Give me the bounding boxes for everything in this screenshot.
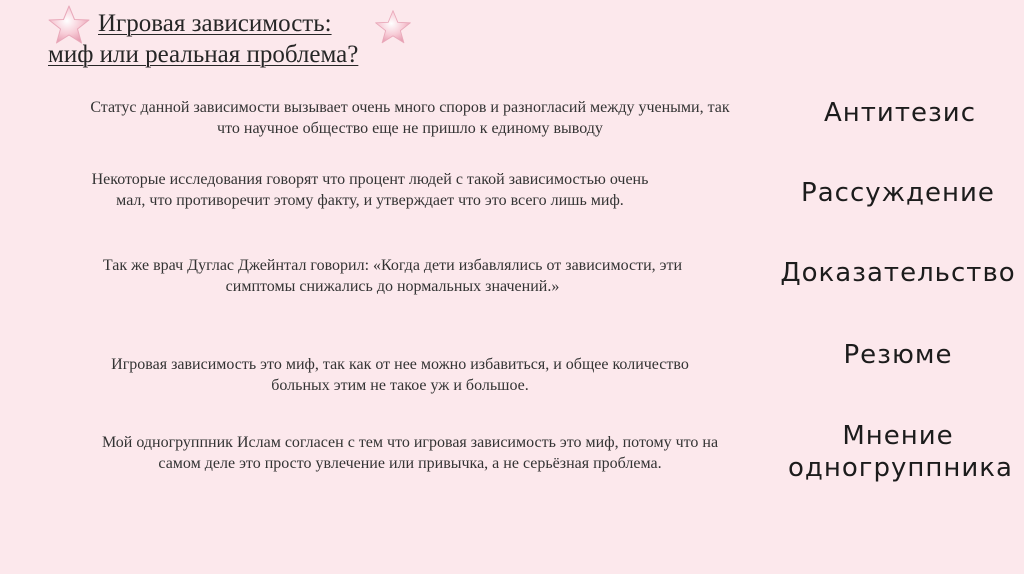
section-5-text: Мой одногруппник Ислам согласен с тем что игровая зависимость это миф, потому что на самом деле это просто увлечение или привычка, а не серьёзная проблема. (101, 434, 719, 472)
section-2-text: Некоторые исследования говорят что процент людей с такой зависимостью очень мал, что противоречит этому факту, и утверждает что это всего лишь миф. (91, 171, 649, 209)
section-1-label: Антитезис (824, 98, 976, 128)
title-line-1: Игровая зависимость: (98, 10, 332, 37)
section-2-label: Рассуждение (801, 178, 995, 208)
section-1-text: Статус данной зависимости вызывает очень много споров и разногласий между учеными, так что научное общество еще не пришло к единому выводу (90, 99, 730, 137)
title-line-2: миф или реальная проблема? (48, 41, 359, 68)
page-title (48, 8, 358, 70)
star-right-icon (373, 8, 413, 48)
section-4-text: Игровая зависимость это миф, так как от нее можно избавиться, и общее количество больных этим не такое уж и большое. (111, 356, 689, 394)
section-4-label: Резюме (843, 340, 953, 370)
section-3-text: Так же врач Дуглас Джейнтал говорил: «Когда дети избавлялись от зависимости, эти симптомы снижались до нормальных значений.» (102, 257, 683, 295)
section-5-label: Мнение одногруппника (788, 421, 1013, 483)
section-3-label: Доказательство (780, 258, 1016, 288)
